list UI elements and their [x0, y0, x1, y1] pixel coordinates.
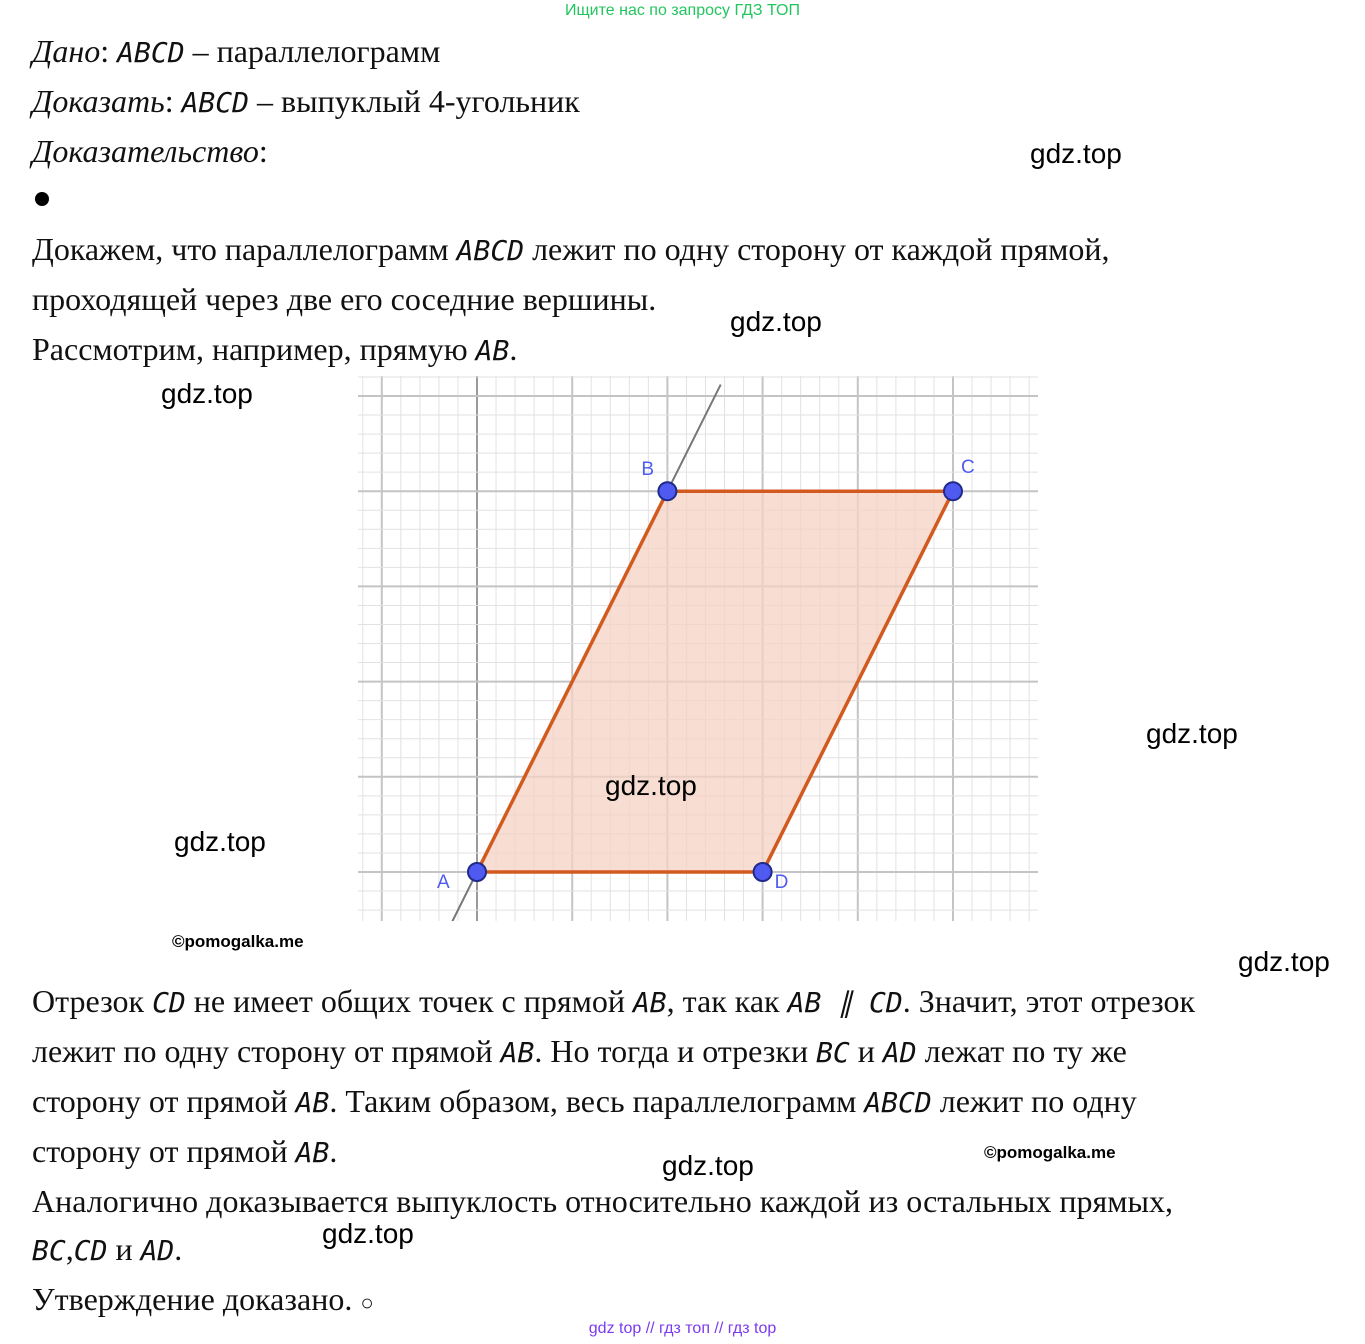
p5-text-c: и: [849, 1033, 883, 1069]
p9-text-c: .: [174, 1231, 183, 1267]
paragraph-9: [32, 1224, 182, 1276]
label-b: B: [641, 459, 655, 481]
p5-text-b: . Но тогда и отрезки: [534, 1033, 817, 1069]
paragraph-6: [32, 1076, 1137, 1128]
point-d: [754, 863, 772, 881]
p9-text-b: и: [107, 1231, 141, 1267]
p7-math: AB: [295, 1136, 330, 1169]
parallelogram-figure: [358, 376, 1038, 921]
given-label: Дано: [32, 33, 101, 69]
paragraph-2: проходящей через две его соседние вершины.: [32, 281, 657, 317]
p1-math: ABCD: [456, 234, 525, 267]
p4-math-1: CD: [152, 986, 186, 1019]
watermark: gdz.top: [1030, 138, 1122, 169]
p5-math-1: AB: [500, 1036, 535, 1069]
p7-text-a: сторону от прямой: [32, 1133, 296, 1169]
watermark: gdz.top: [662, 1150, 754, 1181]
point-a: [468, 863, 486, 881]
p9-text-a: ,: [65, 1231, 74, 1267]
watermark: gdz.top: [1146, 718, 1238, 749]
prove-sep: :: [164, 83, 182, 119]
p3-text-a: Рассмотрим, например, прямую: [32, 331, 476, 367]
p4-text-d: . Значит, этот отрезок: [902, 983, 1196, 1019]
given-line: [32, 26, 440, 78]
watermark: gdz.top: [174, 826, 266, 857]
paragraph-3: [32, 324, 517, 376]
p9-math-2: CD: [73, 1234, 108, 1267]
watermark: gdz.top: [605, 770, 697, 801]
qed-symbol: ○: [360, 1290, 374, 1315]
point-c: [944, 482, 962, 500]
p6-math-2: ABCD: [864, 1086, 932, 1119]
prove-label: Доказать: [32, 83, 165, 119]
bullet-dot: [35, 192, 49, 206]
p4-text-a: Отрезок: [32, 983, 153, 1019]
p3-math: AB: [475, 334, 510, 367]
prove-text: – выпуклый 4-угольник: [249, 83, 580, 119]
p6-math-1: AB: [295, 1086, 330, 1119]
prove-math: ABCD: [181, 86, 250, 119]
proof-heading: [32, 126, 268, 176]
paragraph-8: Аналогично доказывается выпуклость относительно каждой из остальных прямых,: [32, 1183, 1173, 1219]
proof-label: Доказательство: [32, 133, 259, 169]
watermark: gdz.top: [161, 378, 253, 409]
p5-text-d: лежат по ту же: [916, 1033, 1127, 1069]
p6-text-a: сторону от прямой: [32, 1083, 296, 1119]
label-a: A: [437, 872, 450, 893]
p4-math-2: AB: [632, 986, 667, 1019]
p1-text-a: Докажем, что параллелограмм: [32, 231, 457, 267]
p5-text-a: лежит по одну сторону от прямой: [32, 1033, 501, 1069]
p10-text: Утверждение доказано.: [32, 1281, 361, 1317]
point-b: [658, 482, 676, 500]
footer-links[interactable]: gdz top // гдз топ // гдз top: [588, 1320, 777, 1337]
paragraph-4: [32, 976, 1195, 1028]
given-text: – параллелограмм: [184, 33, 441, 69]
copyright-label: ©pomogalka.me: [984, 1143, 1116, 1162]
given-sep: :: [100, 33, 118, 69]
copyright-label: ©pomogalka.me: [172, 932, 304, 951]
p9-math-3: AD: [140, 1234, 175, 1267]
proof-sep: :: [258, 133, 268, 169]
label-c: C: [961, 457, 975, 479]
p7-text-b: .: [329, 1133, 338, 1169]
paragraph-7: [32, 1126, 337, 1178]
top-banner[interactable]: Ищите нас по запросу ГДЗ ТОП: [565, 2, 800, 19]
p9-math-1: BC: [32, 1234, 66, 1267]
watermark: gdz.top: [322, 1218, 414, 1249]
watermark: gdz.top: [730, 306, 822, 337]
prove-line: [32, 76, 580, 128]
p1-text-b: лежит по одну сторону от каждой прямой,: [524, 231, 1110, 267]
p3-text-b: .: [509, 331, 518, 367]
given-math: ABCD: [117, 36, 185, 69]
p6-text-c: лежит по одну: [931, 1083, 1137, 1119]
p5-math-3: AD: [882, 1036, 917, 1069]
p4-text-c: , так как: [666, 983, 788, 1019]
p6-text-b: . Таким образом, весь параллелограмм: [329, 1083, 865, 1119]
paragraph-5: [32, 1026, 1127, 1078]
watermark: gdz.top: [1238, 946, 1330, 977]
p4-math-3: AB ∥ CD: [787, 986, 903, 1019]
p4-text-b: не имеет общих точек с прямой: [185, 983, 633, 1019]
paragraph-1: [32, 224, 1110, 276]
label-d: D: [774, 872, 789, 893]
p5-math-2: BC: [816, 1036, 850, 1069]
